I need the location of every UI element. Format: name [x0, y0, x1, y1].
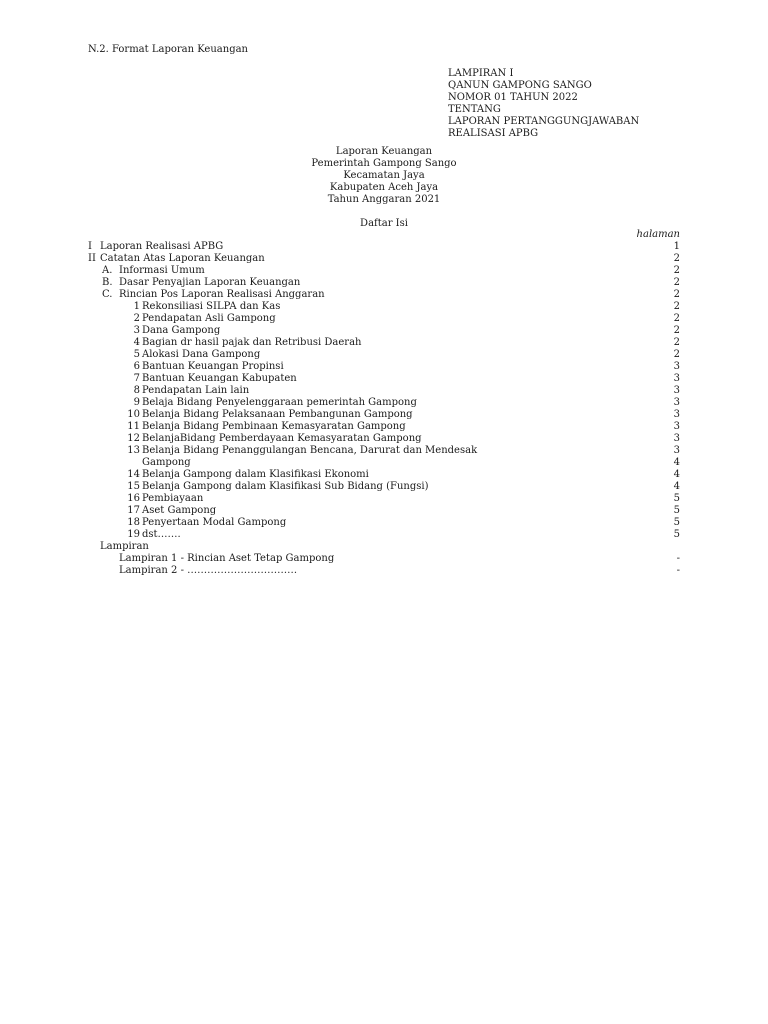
toc-row [88, 265, 680, 277]
toc-number: 9 [133, 397, 140, 408]
toc-page: 3 [673, 361, 680, 372]
toc-row [88, 421, 680, 433]
toc-row [88, 373, 680, 385]
toc-page: 1 [673, 241, 680, 252]
toc-label: Penyertaan Modal Gampong [142, 517, 287, 528]
toc-page: 2 [673, 289, 680, 300]
toc-label: dst……. [142, 529, 181, 540]
lampiran-line: NOMOR 01 TAHUN 2022 [448, 92, 578, 103]
toc-number: 8 [133, 385, 140, 396]
toc-page: 4 [673, 469, 680, 480]
lampiran-line: REALISASI APBG [448, 128, 539, 139]
toc-number: 18 [127, 517, 140, 528]
toc-title: Daftar Isi [360, 218, 408, 229]
lampiran-line: LAPORAN PERTANGGUNGJAWABAN [448, 116, 640, 127]
toc-row [88, 565, 680, 577]
toc-page: - [676, 565, 680, 576]
toc-page: 5 [673, 517, 680, 528]
toc-label: Gampong [142, 457, 191, 468]
toc-lampiran-heading: Lampiran [100, 541, 149, 552]
toc-label: Dasar Penyajian Laporan Keuangan [119, 277, 301, 288]
toc-page: 3 [673, 373, 680, 384]
toc-page: 3 [673, 421, 680, 432]
lampiran-line: QANUN GAMPONG SANGO [448, 80, 592, 91]
toc-row [88, 349, 680, 361]
toc-label: Bagian dr hasil pajak dan Retribusi Daerah [142, 337, 362, 348]
section-label: N.2. Format Laporan Keuangan [88, 44, 248, 55]
toc-row [88, 553, 680, 565]
toc-page: 5 [673, 505, 680, 516]
toc-label: Catatan Atas Laporan Keuangan [100, 253, 265, 264]
toc-number: 13 [127, 445, 140, 456]
toc-page: 5 [673, 493, 680, 504]
toc-roman: II [88, 253, 96, 264]
toc-row [88, 493, 680, 505]
toc-row [88, 445, 680, 457]
toc-page: 2 [673, 277, 680, 288]
toc-number: 11 [127, 421, 140, 432]
toc-label: Belanja Gampong dalam Klasifikasi Sub Bidang (Fungsi) [142, 481, 429, 492]
toc-page: 3 [673, 445, 680, 456]
toc-row [88, 289, 680, 301]
toc-label: Pendapatan Asli Gampong [142, 313, 276, 324]
toc-row [88, 325, 680, 337]
toc-row [88, 313, 680, 325]
toc-page-header: halaman [636, 229, 680, 240]
toc-label: Alokasi Dana Gampong [142, 349, 261, 360]
report-title-line: Pemerintah Gampong Sango [311, 158, 457, 169]
toc-page: 3 [673, 385, 680, 396]
toc-row [88, 301, 680, 313]
toc-page: 2 [673, 337, 680, 348]
toc-label: Bantuan Keuangan Propinsi [142, 361, 284, 372]
toc-row [88, 397, 680, 409]
toc-row [88, 529, 680, 541]
toc-row [88, 541, 680, 553]
toc-page: - [676, 553, 680, 564]
toc-row [88, 385, 680, 397]
report-title-line: Kecamatan Jaya [343, 170, 425, 181]
toc-label: Belanja Bidang Pembinaan Kemasyaratan Gampong [142, 421, 406, 432]
toc-label: Belaja Bidang Penyelenggaraan pemerintah Gampong [142, 397, 417, 408]
toc-roman: I [88, 241, 92, 252]
toc-label: Pembiayaan [142, 493, 204, 504]
toc-number: 6 [133, 361, 140, 372]
toc-number: 3 [133, 325, 140, 336]
toc-page: 3 [673, 409, 680, 420]
table-of-contents [88, 241, 680, 577]
toc-number: 19 [127, 529, 140, 540]
toc-label: Aset Gampong [142, 505, 217, 516]
toc-page: 2 [673, 325, 680, 336]
toc-number: 2 [133, 313, 140, 324]
toc-row [88, 517, 680, 529]
toc-label: Lampiran 1 - Rincian Aset Tetap Gampong [119, 553, 335, 564]
toc-label: Pendapatan Lain lain [142, 385, 250, 396]
toc-page: 4 [673, 481, 680, 492]
toc-number: 12 [127, 433, 140, 444]
toc-page: 4 [673, 457, 680, 468]
toc-row [88, 505, 680, 517]
toc-number: 15 [127, 481, 140, 492]
toc-page: 2 [673, 253, 680, 264]
toc-label: Rekonsiliasi SILPA dan Kas [142, 301, 281, 312]
toc-letter: C. [102, 289, 113, 300]
toc-label: Belanja Bidang Penanggulangan Bencana, Darurat dan Mendesak [142, 445, 478, 456]
toc-row [88, 457, 680, 469]
report-title-line: Kabupaten Aceh Jaya [329, 182, 439, 193]
toc-letter: A. [102, 265, 113, 276]
lampiran-block [448, 68, 639, 140]
toc-row [88, 241, 680, 253]
toc-number: 16 [127, 493, 140, 504]
toc-page: 5 [673, 529, 680, 540]
toc-label: Belanja Bidang Pelaksanaan Pembangunan Gampong [142, 409, 413, 420]
toc-page: 3 [673, 397, 680, 408]
toc-letter: B. [102, 277, 113, 288]
toc-row [88, 433, 680, 445]
toc-label: Lampiran 2 - …………………………… [119, 565, 298, 576]
toc-number: 17 [127, 505, 140, 516]
toc-row [88, 481, 680, 493]
toc-row [88, 361, 680, 373]
toc-page: 2 [673, 313, 680, 324]
toc-page: 2 [673, 301, 680, 312]
toc-row [88, 253, 680, 265]
toc-row [88, 337, 680, 349]
lampiran-line: TENTANG [448, 104, 501, 115]
report-title [0, 146, 768, 206]
toc-number: 10 [127, 409, 140, 420]
toc-row [88, 409, 680, 421]
toc-page: 3 [673, 433, 680, 444]
toc-label: Belanja Gampong dalam Klasifikasi Ekonomi [142, 469, 369, 480]
lampiran-line: LAMPIRAN I [448, 68, 514, 79]
toc-number: 1 [133, 301, 140, 312]
toc-label: Laporan Realisasi APBG [100, 241, 224, 252]
toc-number: 4 [133, 337, 140, 348]
toc-number: 5 [133, 349, 140, 360]
toc-number: 14 [127, 469, 140, 480]
report-title-line: Laporan Keuangan [335, 146, 433, 157]
toc-label: Rincian Pos Laporan Realisasi Anggaran [119, 289, 325, 300]
toc-label: Bantuan Keuangan Kabupaten [142, 373, 297, 384]
toc-row [88, 469, 680, 481]
toc-page: 2 [673, 349, 680, 360]
toc-page: 2 [673, 265, 680, 276]
toc-label: BelanjaBidang Pemberdayaan Kemasyaratan Gampong [142, 433, 422, 444]
toc-number: 7 [133, 373, 140, 384]
toc-label: Informasi Umum [119, 265, 205, 276]
report-title-line: Tahun Anggaran 2021 [327, 194, 441, 205]
toc-row [88, 277, 680, 289]
toc-label: Dana Gampong [142, 325, 221, 336]
